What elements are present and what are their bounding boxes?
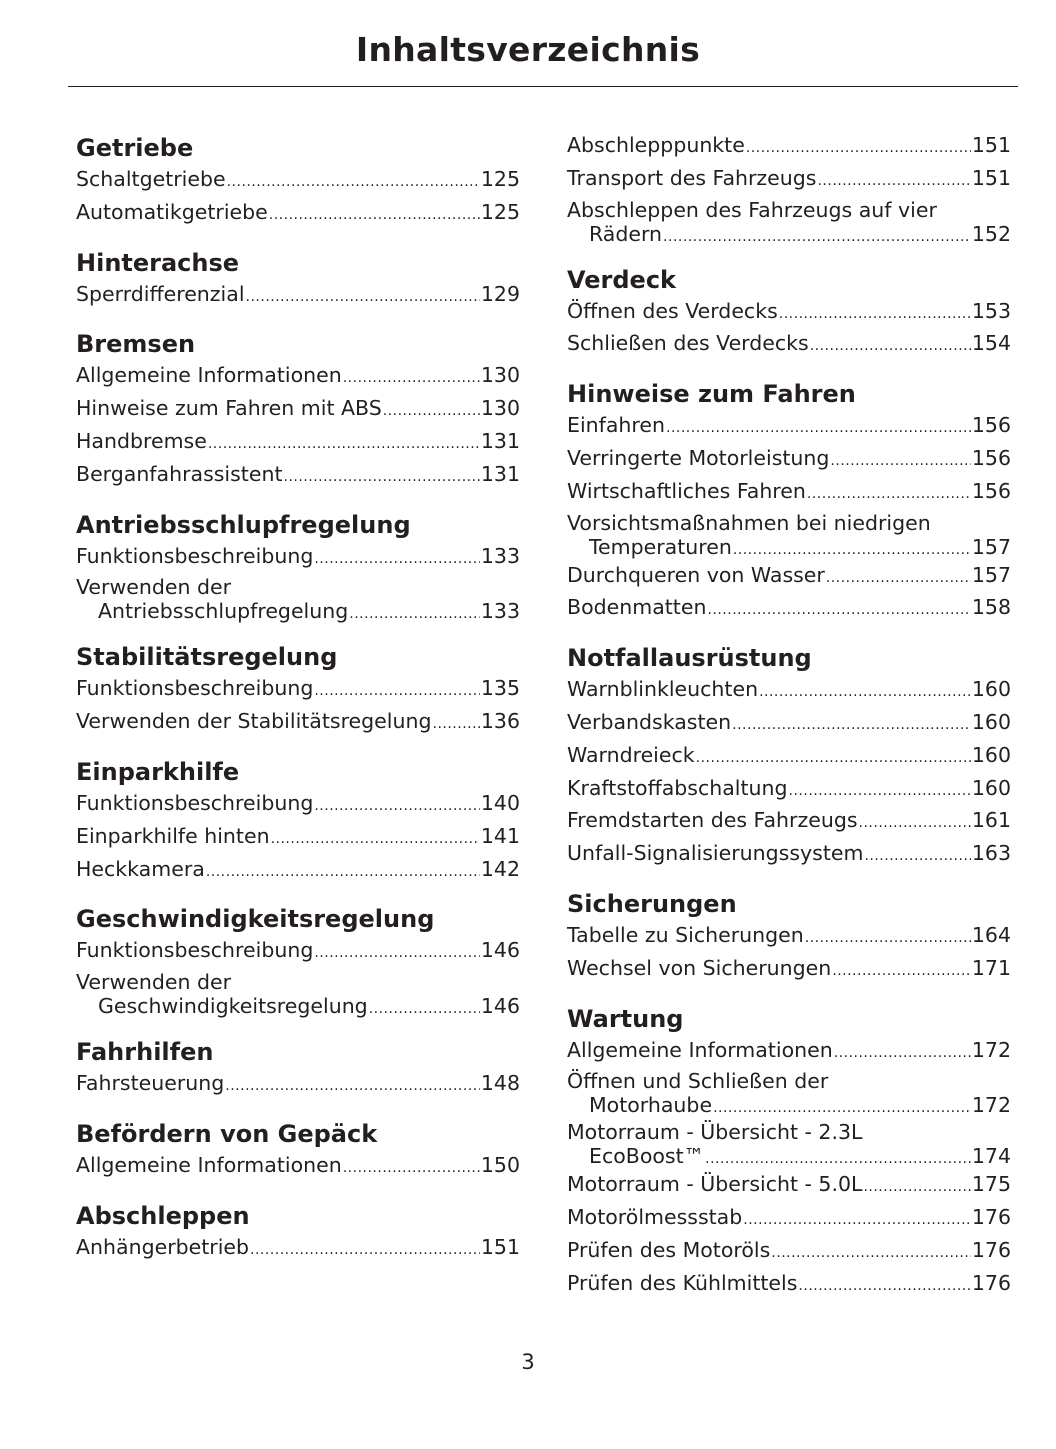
entry-title: Motorraum - Übersicht - 5.0L [567,1172,863,1197]
section-heading: Hinweise zum Fahren [567,380,856,409]
entry-title: Sperrdifferenzial [76,281,245,306]
dot-leader [705,1145,971,1170]
dot-leader [830,444,970,477]
dot-leader [863,1170,970,1203]
page-reference: 133 [480,599,520,624]
toc-section-abschleppen [76,1199,520,1266]
section-heading: Geschwindigkeitsregelung [76,905,435,934]
entry-title: Heckkamera [76,856,205,881]
page-reference: 125 [480,167,520,191]
page-reference: 171 [971,955,1011,980]
page-reference: 158 [971,595,1011,620]
toc-entry[interactable] [76,460,520,493]
toc-entry[interactable] [76,936,520,969]
page-reference: 148 [480,1071,520,1096]
entry-title: Wirtschaftliches Fahren [567,478,806,503]
toc-entry[interactable] [567,329,1011,362]
toc-entry[interactable] [567,708,1011,741]
page-reference: 176 [971,1205,1011,1230]
page-reference: 172 [971,1037,1011,1062]
toc-section-wartung [567,1002,1011,1302]
entry-title: Öffnen des Verdecks [567,298,778,323]
page-reference: 130 [480,396,520,421]
dot-leader [663,223,971,248]
page-reference: 130 [480,363,520,388]
page-reference: 154 [971,331,1011,356]
toc-entry[interactable] [76,822,520,855]
page-reference: 141 [480,823,520,848]
entry-title: Abschlepppunkte [567,133,745,157]
toc-entry[interactable] [567,1036,1011,1069]
entry-title: Wechsel von Sicherungen [567,955,832,980]
toc-section-hinweise-zum-fahren [567,377,1011,626]
page-reference: 151 [971,165,1011,190]
dot-leader [732,708,971,741]
entry-title: Bodenmatten [567,595,707,620]
dot-leader [864,839,970,872]
entry-title: Allgemeine Informationen [76,363,342,388]
dot-leader [227,165,480,198]
entry-title: Schaltgetriebe [76,167,226,191]
toc-entry[interactable] [76,855,520,888]
entry-title: Verwenden der [76,970,232,995]
toc-right-column [567,131,1011,1317]
dot-leader [343,361,480,394]
entry-title: Verwenden der Stabilitätsregelung [76,709,432,734]
toc-entry[interactable] [76,1233,520,1266]
toc-entry[interactable] [567,839,1011,872]
entry-title: Verringerte Motorleistung [567,445,830,470]
page-reference: 153 [971,298,1011,323]
page-reference: 172 [971,1093,1011,1118]
toc-entry[interactable] [567,954,1011,987]
page-reference: 157 [971,534,1011,559]
dot-leader [246,280,480,313]
dot-leader [314,674,480,707]
dot-leader [771,1236,971,1269]
dot-leader [383,394,480,427]
toc-entry[interactable] [567,510,1011,561]
section-heading: Sicherungen [567,889,737,918]
section-heading: Fahrhilfen [76,1038,214,1067]
section-heading: Abschleppen [76,1201,250,1230]
dot-leader [666,411,971,444]
dot-leader [696,741,971,774]
toc-entry[interactable] [567,444,1011,477]
dot-leader [807,477,971,510]
entry-title: Allgemeine Informationen [567,1037,833,1062]
dot-leader [859,806,971,839]
page-reference: 160 [971,677,1011,702]
toc-section-getriebe [76,131,520,231]
dot-leader [832,954,971,987]
toc-section-antriebsschlupfregelung [76,508,520,626]
toc-entry[interactable] [76,280,520,313]
toc-entry[interactable] [567,1203,1011,1236]
page-reference: 175 [971,1172,1011,1197]
page-reference: 174 [971,1144,1011,1169]
dot-leader [225,1069,480,1102]
dot-leader [713,1094,971,1119]
page-reference: 131 [480,461,520,486]
entry-title-continued: Rädern [589,221,663,246]
dot-leader [798,1269,970,1302]
page-reference: 135 [480,676,520,701]
page-reference: 146 [480,938,520,963]
toc-entry[interactable] [76,707,520,740]
entry-title: Handbremse [76,428,207,453]
toc-entry[interactable] [567,741,1011,774]
toc-section-notfallausruestung [567,641,1011,872]
entry-title: Hinweise zum Fahren mit ABS [76,396,382,421]
page-reference: 133 [480,543,520,568]
entry-title: Warnblinkleuchten [567,677,759,702]
entry-title: Kraftstoffabschaltung [567,775,788,800]
dot-leader [743,1203,971,1236]
section-heading: Getriebe [76,134,194,162]
dot-leader [826,561,971,594]
entry-title: Automatikgetriebe [76,199,268,224]
dot-leader [707,593,970,626]
entry-title-continued: Antriebsschlupfregelung [98,599,349,624]
toc-entry[interactable] [76,789,520,822]
toc-entry[interactable] [567,675,1011,708]
section-heading: Wartung [567,1004,684,1033]
dot-leader [733,536,971,561]
entry-title: Tabelle zu Sicherungen [567,922,804,947]
page-reference: 160 [971,709,1011,734]
entry-title: Schließen des Verdecks [567,331,809,356]
page-reference: 160 [971,742,1011,767]
toc-entry[interactable] [567,561,1011,594]
page-reference: 176 [971,1237,1011,1262]
page-reference: 131 [480,428,520,453]
dot-leader [817,164,970,197]
dot-leader [746,131,971,164]
dot-leader [250,1233,480,1266]
page-reference: 129 [480,281,520,306]
toc-section-befoerdern-von-gepaeck [76,1117,520,1184]
toc-section-sicherungen [567,887,1011,987]
page-reference: 176 [971,1270,1011,1295]
section-heading: Befördern von Gepäck [76,1119,378,1148]
section-heading: Bremsen [76,330,196,359]
page-reference: 142 [480,856,520,881]
toc-entry[interactable] [567,774,1011,807]
toc-entry[interactable] [567,411,1011,444]
page-reference: 160 [971,775,1011,800]
toc-entry[interactable] [76,574,520,625]
entry-title-continued: Motorhaube [589,1093,713,1118]
entry-title: Verbandskasten [567,709,732,734]
page-reference: 163 [971,841,1011,866]
dot-leader [284,460,480,493]
entry-title: Motorölmessstab [567,1205,743,1230]
toc-entry[interactable] [567,131,1011,164]
section-heading: Verdeck [567,265,677,294]
toc-entry[interactable] [567,477,1011,510]
toc-entry[interactable] [76,1151,520,1184]
page-reference: 157 [971,562,1011,587]
toc-entry[interactable] [76,542,520,575]
section-heading: Antriebsschlupfregelung [76,510,411,539]
dot-leader [206,855,480,888]
entry-title: Berganfahrassistent [76,461,283,486]
toc-section-geschwindigkeitsregelung [76,902,520,1020]
entry-title: Einfahren [567,413,665,438]
dot-leader [789,774,971,807]
page-reference: 156 [971,445,1011,470]
page-reference: 156 [971,478,1011,503]
entry-title: Durchqueren von Wasser [567,562,825,587]
page-reference: 156 [971,413,1011,438]
dot-leader [343,1151,480,1184]
entry-title: Prüfen des Motoröls [567,1237,771,1262]
toc-entry[interactable] [76,165,520,198]
entry-title: Verwenden der [76,575,232,600]
title-divider [68,86,1018,87]
dot-leader [810,329,971,362]
toc-section-verdeck [567,263,1011,363]
dot-leader [779,297,971,330]
toc-section-fahrhilfen [76,1035,520,1102]
dot-leader [834,1036,971,1069]
dot-leader [314,542,480,575]
page-number: 3 [521,1350,535,1374]
dot-leader [349,600,480,625]
entry-title: Warndreieck [567,742,695,767]
toc-entry[interactable] [567,593,1011,626]
toc-entry[interactable] [567,1119,1011,1170]
dot-leader [805,921,971,954]
toc-entry[interactable] [76,674,520,707]
dot-leader [759,675,971,708]
toc-left-column [76,131,520,1281]
toc-entry[interactable] [567,1170,1011,1203]
toc-section-hinterachse [76,246,520,313]
section-heading: Einparkhilfe [76,757,240,786]
toc-entry[interactable] [76,1069,520,1102]
page-reference: 146 [480,994,520,1019]
entry-title: Funktionsbeschreibung [76,938,314,963]
toc-section-einparkhilfe [76,755,520,887]
toc-entry[interactable] [567,197,1011,248]
toc-entry[interactable] [76,427,520,460]
page-reference: 136 [480,709,520,734]
entry-title: Transport des Fahrzeugs [567,165,817,190]
page-title: Inhaltsverzeichnis [355,30,701,69]
dot-leader [314,789,480,822]
entry-title: Prüfen des Kühlmittels [567,1270,798,1295]
entry-title: Unfall-Signalisierungssystem [567,841,864,866]
entry-title: Funktionsbeschreibung [76,543,314,568]
entry-title-continued: Geschwindigkeitsregelung [98,994,368,1019]
page-reference: 125 [480,199,520,224]
toc-section-continued [567,131,1011,248]
section-heading: Hinterachse [76,248,240,277]
toc-entry[interactable] [76,969,520,1020]
toc-entry[interactable] [567,806,1011,839]
page-reference: 164 [971,922,1011,947]
page-reference: 151 [971,133,1011,157]
toc-entry[interactable] [567,1068,1011,1119]
entry-title: Öffnen und Schließen der [567,1069,829,1094]
dot-leader [314,936,480,969]
toc-section-stabilitaetsregelung [76,640,520,740]
toc-entry[interactable] [567,921,1011,954]
dot-leader [271,822,480,855]
entry-title: Anhängerbetrieb [76,1234,250,1259]
toc-entry[interactable] [567,164,1011,197]
toc-section-bremsen [76,327,520,492]
entry-title: Funktionsbeschreibung [76,790,314,815]
toc-entry[interactable] [76,198,520,231]
toc-entry[interactable] [76,394,520,427]
section-heading: Notfallausrüstung [567,644,812,673]
page-reference: 151 [480,1234,520,1259]
entry-title: Motorraum - Übersicht - 2.3L [567,1120,863,1145]
entry-title: Vorsichtsmaßnahmen bei niedrigen [567,510,931,535]
page-reference: 152 [971,221,1011,246]
toc-entry[interactable] [567,297,1011,330]
entry-title-continued: Temperaturen [589,534,732,559]
entry-title: Funktionsbeschreibung [76,676,314,701]
dot-leader [269,198,480,231]
entry-title: Einparkhilfe hinten [76,823,270,848]
toc-entry[interactable] [567,1236,1011,1269]
page-reference: 150 [480,1152,520,1177]
entry-title: Abschleppen des Fahrzeugs auf vier [567,197,937,222]
entry-title: Allgemeine Informationen [76,1152,342,1177]
section-heading: Stabilitätsregelung [76,643,338,672]
page-reference: 140 [480,790,520,815]
dot-leader [369,995,480,1020]
page-reference: 161 [971,808,1011,833]
dot-leader [433,707,480,740]
dot-leader [208,427,480,460]
entry-title-continued: EcoBoost™ [589,1144,705,1169]
entry-title: Fremdstarten des Fahrzeugs [567,808,858,833]
toc-entry[interactable] [567,1269,1011,1302]
toc-entry[interactable] [76,361,520,394]
entry-title: Fahrsteuerung [76,1071,225,1096]
